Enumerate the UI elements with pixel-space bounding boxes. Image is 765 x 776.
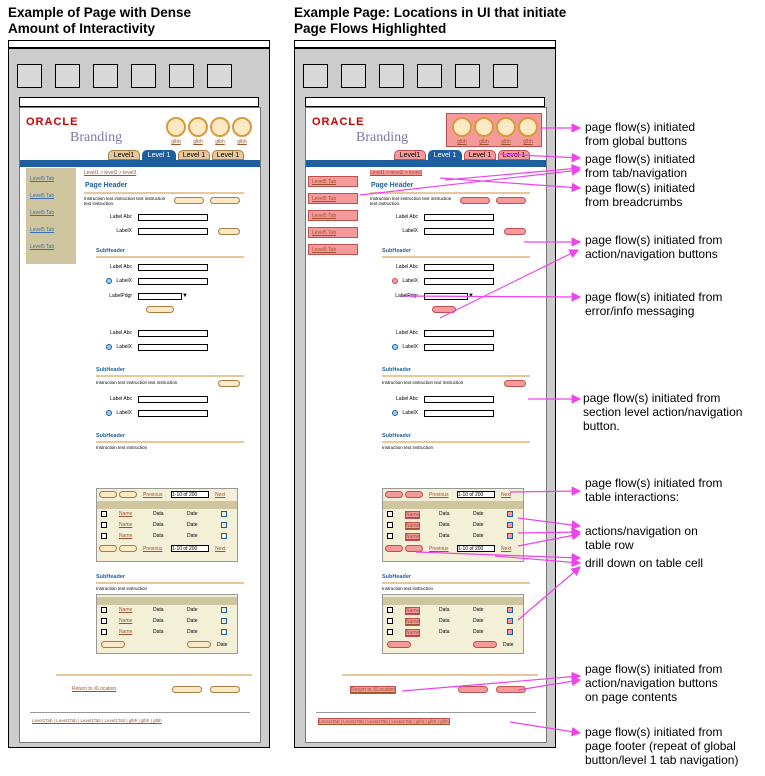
field-label: Label Abc: [110, 264, 132, 270]
table-cell: Data: [153, 522, 164, 528]
side-nav-item[interactable]: Level5 Tab: [30, 210, 55, 216]
table-cell-name[interactable]: Name: [406, 534, 420, 540]
field-label: LabelX: [402, 278, 418, 284]
table-cell: Data: [439, 618, 450, 624]
annotation-breadcrumbs: page flow(s) initiated from breadcrumbs: [585, 181, 696, 209]
table-cell: Data: [439, 629, 450, 635]
field-label: LabelX: [116, 410, 132, 416]
table-cell: Data: [153, 618, 164, 624]
tab-level1[interactable]: Level 1: [178, 150, 210, 160]
arrow-row: [518, 518, 580, 526]
annotation-tab-navigation: page flow(s) initiated from tab/navigation: [585, 152, 696, 180]
global-button-label[interactable]: glbh: [501, 139, 511, 145]
subheader: SubHeader: [96, 367, 126, 373]
table-cell-name[interactable]: Name: [119, 607, 133, 613]
previous-link[interactable]: Previous: [429, 492, 449, 498]
global-button-label[interactable]: glbh: [457, 139, 467, 145]
global-button-label[interactable]: glbh: [171, 139, 181, 145]
page-footer[interactable]: Level1Tab | Level1Tab | Level1Tab | Level1Tab | glbh | glbh | glbh: [32, 718, 162, 723]
instruction-text: Instruction text instruction: [382, 586, 434, 591]
field-label: Label Abc: [396, 264, 418, 270]
field-label: Label Abc: [110, 396, 132, 402]
left-title: Example of Page with Dense Amount of Interactivity: [8, 5, 192, 36]
table-cell: Data: [439, 607, 450, 613]
table-cell-name[interactable]: Name: [406, 608, 420, 614]
annotation-table-row: actions/navigation on table row: [585, 524, 698, 552]
field-label: LabelX: [402, 228, 418, 234]
annotation-action-buttons: page flow(s) initiated from action/navigation buttons: [585, 233, 723, 261]
subheader: SubHeader: [382, 433, 412, 439]
tab-level1[interactable]: Level1: [108, 150, 140, 160]
global-button-label[interactable]: glbh: [215, 139, 225, 145]
table-cell: Date: [217, 642, 228, 648]
side-nav-item[interactable]: Level5 Tab: [30, 227, 55, 233]
side-nav-item[interactable]: Level5 Tab: [308, 227, 358, 238]
breadcrumb[interactable]: Level1 > level2 > level3: [370, 170, 423, 176]
instruction-text: Instruction text instruction text instruction text instruction.: [370, 196, 452, 206]
field-label: LabelX: [116, 278, 132, 284]
table-cell: Date: [473, 533, 484, 539]
instruction-text: Instruction text instruction text instruction text instruction.: [84, 196, 166, 206]
table-cell: Date: [187, 618, 198, 624]
table-cell-name[interactable]: Name: [406, 523, 420, 529]
range-select[interactable]: 1-10 of 200: [457, 491, 495, 498]
previous-link[interactable]: Previous: [143, 492, 163, 498]
next-link[interactable]: Next: [501, 546, 512, 552]
table-cell-name[interactable]: Name: [406, 512, 420, 518]
tab-level1[interactable]: Level 1: [464, 150, 496, 160]
table-cell-name[interactable]: Name: [406, 630, 420, 636]
right-title: Example Page: Locations in UI that initiate Page Flows Highlighted: [294, 5, 567, 36]
table-cell: Date: [473, 607, 484, 613]
page-header: Page Header: [371, 182, 414, 189]
table-cell: Date: [473, 522, 484, 528]
table-cell: Date: [187, 607, 198, 613]
tab-level1[interactable]: Level 1: [212, 150, 244, 160]
field-label: LabelX: [116, 344, 132, 350]
page-header: Page Header: [85, 182, 128, 189]
arrow-contents: [402, 676, 580, 691]
side-nav-item[interactable]: Level5 Tab: [30, 176, 55, 182]
side-nav-item[interactable]: Level5 Tab: [30, 244, 55, 250]
oracle-logo: ORACLE: [312, 116, 365, 128]
table-cell: Data: [153, 511, 164, 517]
global-button-label[interactable]: glbh: [479, 139, 489, 145]
field-label: LabelX: [402, 344, 418, 350]
arrow-table: [510, 491, 580, 492]
table-cell-name[interactable]: Name: [119, 522, 133, 528]
subheader: SubHeader: [382, 367, 412, 373]
table-cell: Data: [153, 607, 164, 613]
side-nav-item[interactable]: Level5 Tab: [308, 193, 358, 204]
return-link[interactable]: Return to XLocation: [72, 686, 117, 692]
tab-level1[interactable]: Level 1: [142, 150, 176, 160]
annotation-error-messaging: page flow(s) initiated from error/info messaging: [585, 290, 723, 318]
table-cell-name[interactable]: Name: [119, 511, 133, 517]
field-label: LabelPdgr: [395, 293, 418, 299]
annotation-table-interactions: page flow(s) initiated from table interactions:: [585, 476, 723, 504]
table-cell: Date: [187, 533, 198, 539]
range-select[interactable]: 1-10 of 200: [171, 545, 209, 552]
instruction-text: Instruction text instruction: [382, 445, 434, 450]
range-select[interactable]: 1-10 of 200: [171, 491, 209, 498]
tab-level1[interactable]: Level 1: [428, 150, 462, 160]
global-button-label[interactable]: glbh: [523, 139, 533, 145]
global-button-label[interactable]: glbh: [193, 139, 203, 145]
annotation-global-buttons: page flow(s) initiated from global buttons: [585, 120, 696, 148]
table-cell: Date: [473, 618, 484, 624]
previous-link[interactable]: Previous: [429, 546, 449, 552]
field-label: LabelPdgr: [109, 293, 132, 299]
field-label: Label Abc: [396, 396, 418, 402]
table-cell: Date: [473, 511, 484, 517]
dropdown-icon[interactable]: ▼: [182, 293, 188, 299]
field-label: Label Abc: [396, 214, 418, 220]
branding: Branding: [356, 130, 409, 145]
table-cell: Data: [153, 629, 164, 635]
subheader: SubHeader: [382, 248, 412, 254]
arrow-error: [402, 296, 580, 297]
side-nav-item[interactable]: Level5 Tab: [308, 210, 358, 221]
annotation-page-contents-buttons: page flow(s) initiated from action/navigation buttons on page contents: [585, 662, 723, 704]
global-button-label[interactable]: glbh: [237, 139, 247, 145]
next-link[interactable]: Next: [215, 546, 226, 552]
field-label: Label Abc: [396, 330, 418, 336]
tab-level1[interactable]: Level 1: [498, 150, 530, 160]
table-cell-name[interactable]: Name: [119, 618, 133, 624]
instruction-text: Instruction text instruction text instruction: [96, 380, 178, 385]
table-cell: Data: [153, 533, 164, 539]
table-cell: Data: [439, 522, 450, 528]
range-select[interactable]: 1-10 of 200: [457, 545, 495, 552]
annotation-drill-down: drill down on table cell: [585, 556, 704, 570]
arrow-footer: [510, 722, 580, 733]
field-label: LabelX: [116, 228, 132, 234]
subheader: SubHeader: [96, 433, 126, 439]
table-cell: Date: [187, 522, 198, 528]
table-cell: Date: [187, 511, 198, 517]
table-cell-name[interactable]: Name: [406, 619, 420, 625]
instruction-text: Instruction text instruction text instruction: [382, 380, 464, 385]
table-cell: Data: [439, 533, 450, 539]
annotation-page-footer: page flow(s) initiated from page footer (repeat of global button/level 1 tab navigation): [585, 725, 739, 767]
previous-link[interactable]: Previous: [143, 546, 163, 552]
instruction-text: Instruction text instruction: [96, 445, 148, 450]
page-footer[interactable]: Level1Tab | Level1Tab | Level1Tab | Level1Tab | glbh | glbh | glbh: [319, 719, 449, 724]
arrow-tabs: [500, 154, 580, 158]
subheader: SubHeader: [382, 574, 412, 580]
annotation-section-buttons: page flow(s) initiated from section level action/navigation button.: [583, 391, 743, 433]
next-link[interactable]: Next: [501, 492, 512, 498]
subheader: SubHeader: [96, 574, 126, 580]
side-nav-item[interactable]: Level5 Tab: [308, 176, 358, 187]
tab-level1[interactable]: Level1: [394, 150, 426, 160]
return-link[interactable]: Return to XLocation: [351, 687, 396, 693]
breadcrumb[interactable]: Level1 > level2 > level3: [84, 170, 137, 176]
table-cell: Date: [503, 642, 514, 648]
field-label: Label Abc: [110, 330, 132, 336]
table-cell-name[interactable]: Name: [119, 533, 133, 539]
table-cell: Data: [439, 511, 450, 517]
side-nav-item[interactable]: Level5 Tab: [30, 193, 55, 199]
branding: Branding: [70, 130, 123, 145]
table-cell: Date: [473, 629, 484, 635]
subheader: SubHeader: [96, 248, 126, 254]
field-label: Label Abc: [110, 214, 132, 220]
oracle-logo: ORACLE: [26, 116, 79, 128]
next-link[interactable]: Next: [215, 492, 226, 498]
table-cell-name[interactable]: Name: [119, 629, 133, 635]
table-cell: Date: [187, 629, 198, 635]
field-label: LabelX: [402, 410, 418, 416]
side-nav-item[interactable]: Level5 Tab: [308, 244, 358, 255]
instruction-text: Instruction text instruction: [96, 586, 148, 591]
dropdown-icon[interactable]: ▼: [468, 293, 474, 299]
